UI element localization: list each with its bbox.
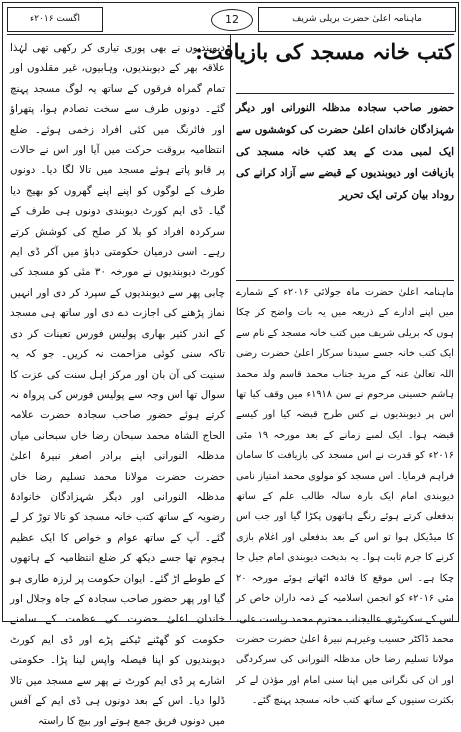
subheading-divider	[236, 280, 454, 281]
article-subheading-box	[236, 98, 454, 276]
article-headline: کتب خانہ مسجد کی بازیافت:	[195, 39, 454, 64]
right-body-paragraph: ماہنامہ اعلیٰ حضرت ماہ جولائی ۲۰۱۶ء کے شمارے میں اپنے ادارے کے ذریعہ میں یہ بات واضح کر چکا ہوں کہ بریلی شریف میں کتب خانہ مسجد کے نام سے ایک کتب خانہ جسے سیدنا سرکار اعلیٰ حضرت رضی اللہ تعالیٰ عنہ کے مرید جناب محمد قاسم ولد محمد ہاشم حسینی مرحوم نے سن ۱۹۱۸ء میں وقف کیا تھا اس پر دیوبندیوں نے کس طرح قبضہ کیا اور کیسے قبضہ ہوا۔ ایک لمبے زمانے کے بعد مورخہ ۱۹ مئی ۲۰۱۶ء کو قدرت نے اس مسجد کی بازیافت کا سامان فراہم فرمایا۔ اس مسجد کو مولوی محمد امتیاز نامی دیوبندی امام ایک بارہ سالہ طالب علم کے ساتھ بدفعلی کرتے ہوئے رنگے ہاتھوں پکڑا گیا اور جب اس کا میڈیکل ہوا تو اس کے بعد بدفعلی اور اغلام بازی کرنے کا جرم ثابت ہوا۔ یہ بدبخت دیوبندی امام جیل جا چکا ہے۔ اس موقع کا فائدہ اٹھاتے ہوئے مورخہ ۲۰ مئی ۲۰۱۶ء کو انجمن اسلامیہ کے ذمہ داران خاص کر اس کے سکریٹری عالیجناب محترم محمد ریاست علی، محمد ڈاکٹر حسیب وغیرہم نبیرۂ اعلیٰ حضرت حضرت مولانا تسلیم رضا خاں مدظلہ النورانی کی سرکردگی اور ان کی نگرانی میں اپنا سنی امام اور مؤذن لے کر بکثرت سنیوں کے ساتھ کتب خانہ مسجد پہنچ گئے۔	[236, 287, 455, 707]
magazine-title: ماہنامہ اعلیٰ حضرت بریلی شریف	[258, 7, 456, 32]
right-column-text	[236, 283, 455, 707]
left-column-text	[10, 38, 225, 728]
issue-date: اگست ۲۰۱۶ء	[7, 7, 103, 32]
headline-box	[195, 37, 454, 97]
column-divider	[230, 34, 231, 620]
left-body-paragraph: دیوبندیوں نے بھی پوری تیاری کر رکھی تھی لہٰذا علاقہ بھر کے دیوبندیوں، وہابیوں، غیر مقلدوں اور تمام گمراہ فرقوں کے ساتھ یہ لوگ مسجد پہنچ گئے۔ دونوں طرف سے سخت تصادم ہوا، پتھراؤ اور فائرنگ میں کئی افراد زخمی ہوئے۔ ضلع انتظامیہ بروقت حرکت میں آیا اور اس نے حالات پر قابو پاتے ہوئے مسجد میں تالا لگا دیا۔ دونوں طرف کے لوگوں کو اپنے اپنے گھروں کو بھیج دیا گیا۔ ڈی ایم کورٹ دیوبندی دونوں ہی طرف کے سرکردہ افراد کو بلا کر صلح کی کوشش کرتے رہے۔ اسی درمیان حکومتی دباؤ میں آکر ڈی ایم کورٹ دیوبندیوں نے مورخہ ۳۰ مئی کو مسجد کی چابی پھر سے دیوبندیوں کے سپرد کر دی اور انہیں نماز پڑھنے کی اجازت دے دی اور ساتھ ہی مسجد کے اندر کثیر بھاری پولیس فورس تعینات کر دی تاکہ سنی کوئی مزاحمت نہ کریں۔ جو کہ یہ سنیت کی آن بان اور مرکز اہل سنت کی عزت کا سوال تھا اس وجہ سے پولیس فورس کی پرواہ نہ کرتے ہوئے حضور صاحب سجادہ حضرت علامہ الحاج الشاہ محمد سبحان رضا خاں سبحانی میاں مدظلہ النورانی اپنے برادر اصغر نبیرۂ اعلیٰ حضرت حضرت مولانا محمد تسلیم رضا خاں مدظلہ النورانی اور دیگر شہزادگان خانوادۂ رضویہ کے ساتھ کتب خانہ مسجد کو تالا توڑ کر لے گئے۔ آپ کے ساتھ عوام و خواص کا ایک عظیم ہجوم تھا جسے دیکھ کر ضلع انتظامیہ کے ہاتھوں کے طوطے اڑ گئے۔ ایوان حکومت پر لرزہ طاری ہو گیا اور پھر حضور صاحب سجادہ کے جاہ وجلال اور خاندان اعلیٰ حضرت کی عظمت کے سامنے حکومت کو گھٹنے ٹیکنے پڑے اور ڈی ایم کورٹ دیوبندیوں کو اپنا فیصلہ واپس لینا پڑا۔ حکومتی اشارے پر ڈی ایم کورٹ نے پھر سے مسجد میں تالا ڈلوا دیا۔ اس کے بعد دونوں ہی ڈی ایم کے آفس میں دونوں فریق جمع ہوتے اور بیچ کا راستہ	[10, 42, 225, 728]
page-number: 12	[211, 9, 253, 31]
headline-divider	[236, 93, 454, 94]
article-subheading: حضور صاحب سجادہ مدظلہ النورانی اور دیگر شہزادگان خاندان اعلیٰ حضرت کی کوششوں سے ایک لمبی مدت کے بعد کتب خانہ مسجد کی بازیافت اور دیوبندیوں کے قبضے سے آزاد کرانے کی روداد بیان کرتی ایک تحریر	[236, 102, 454, 202]
